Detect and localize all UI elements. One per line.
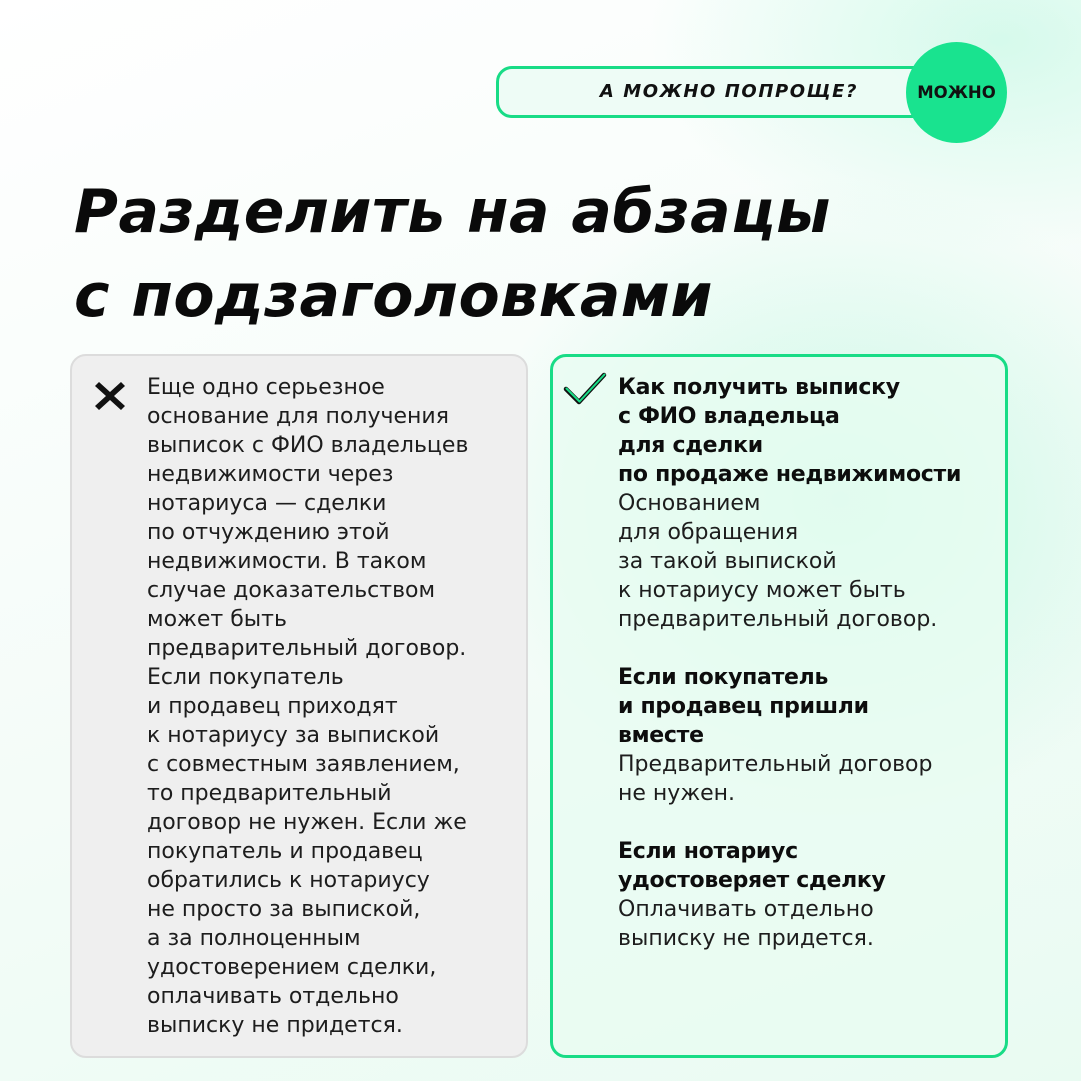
topic-pill-label: А МОЖНО ПОПРОЩЕ? (599, 81, 859, 102)
cross-icon (92, 378, 128, 414)
bad-example-text: Еще одно серьезное основание для получения выписок с ФИО владельцев недвижимости через нотариуса — сделки по отчуждению этой недвижимости. В таком случае доказательством может быть предварительный договор. Если покупатель и продавец приходят к нотариусу за выпиской с совместным заявлением, то предварительный договор не нужен. Если же покупатель и продавец обратились к нотариусу не просто за выпиской, а за полноценным удостоверением сделки, оплачивать отдельно выписку не придется. (147, 375, 469, 1038)
answer-badge-label: МОЖНО (917, 83, 996, 102)
page-title-line: Разделить на абзацы (74, 177, 831, 247)
check-icon (563, 370, 607, 408)
block-body: Основанием для обращения за такой выпиской к нотариусу может быть предварительный договор. (618, 491, 938, 632)
block-body: Предварительный договор не нужен. (618, 752, 933, 806)
block-heading: Если нотариус удостоверяет сделку (618, 839, 886, 893)
page-title (74, 170, 1054, 338)
good-example-block (618, 663, 998, 808)
block-body: Оплачивать отдельно выписку не придется. (618, 897, 874, 951)
page-title-line: с подзаголовками (74, 261, 713, 331)
block-heading: Если покупатель и продавец пришли вместе (618, 665, 869, 748)
good-example-content (618, 373, 998, 982)
topic-pill (496, 66, 946, 118)
good-example-block (618, 837, 998, 953)
good-example-block (618, 373, 998, 634)
answer-badge (906, 42, 1007, 143)
block-heading: Как получить выписку с ФИО владельца для сделки по продаже недвижимости (618, 375, 962, 487)
